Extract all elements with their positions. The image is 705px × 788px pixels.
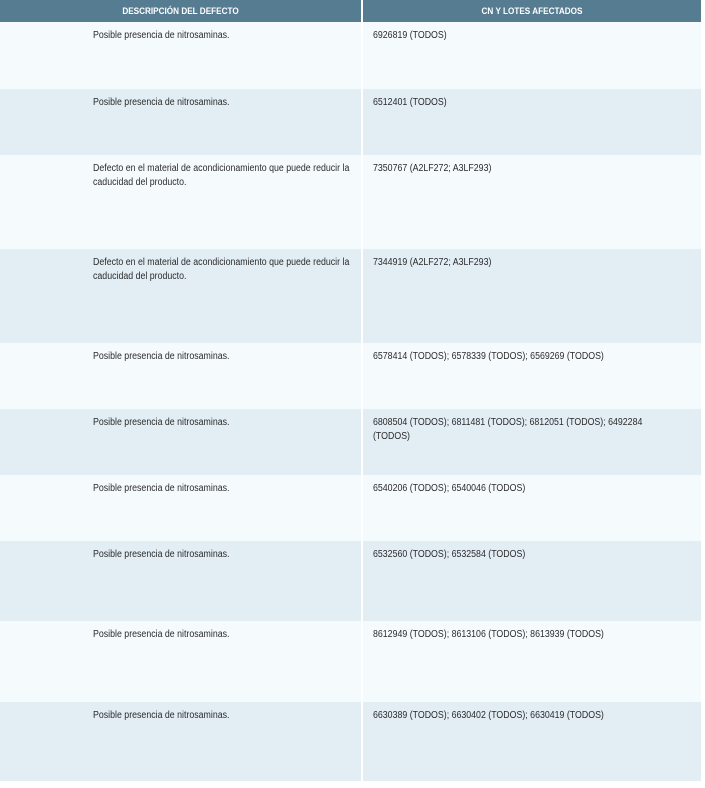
lots-cell [363,621,701,702]
lots-text: 6630389 (TODOS); 6630402 (TODOS); 6630419 (TODOS) [373,710,604,721]
description-cell [0,621,361,702]
description-text: Defecto en el material de acondicionamiento que puede reducir la caducidad del producto. [93,257,350,282]
table-row [0,343,701,409]
header-lots: CN Y LOTES AFECTADOS [481,5,583,17]
table-row [0,702,701,781]
description-cell [0,409,361,475]
lots-text: 7344919 (A2LF272; A3LF293) [373,257,492,268]
lots-cell [363,343,701,409]
description-text: Posible presencia de nitrosaminas. [93,351,230,362]
lots-text: 6808504 (TODOS); 6811481 (TODOS); 6812051 (TODOS); 6492284 (TODOS) [373,417,643,442]
description-text: Posible presencia de nitrosaminas. [93,629,230,640]
description-cell [0,155,361,249]
table-header [0,0,701,22]
table-row [0,155,701,249]
description-cell [0,475,361,541]
lots-cell [363,249,701,343]
lots-text: 6512401 (TODOS) [373,97,447,108]
table-row [0,89,701,155]
lots-text: 8612949 (TODOS); 8613106 (TODOS); 8613939 (TODOS) [373,629,604,640]
lots-cell [363,22,701,89]
lots-cell [363,702,701,781]
lots-cell [363,89,701,155]
lots-text: 6926819 (TODOS) [373,30,447,41]
description-cell [0,89,361,155]
table-row [0,249,701,343]
description-text: Posible presencia de nitrosaminas. [93,549,230,560]
lots-cell [363,409,701,475]
description-cell [0,22,361,89]
description-cell [0,249,361,343]
lots-text: 6540206 (TODOS); 6540046 (TODOS) [373,483,526,494]
lots-text: 7350767 (A2LF272; A3LF293) [373,163,492,174]
description-cell [0,343,361,409]
lots-cell [363,475,701,541]
lots-text: 6532560 (TODOS); 6532584 (TODOS) [373,549,526,560]
lots-text: 6578414 (TODOS); 6578339 (TODOS); 6569269 (TODOS) [373,351,604,362]
table-row [0,475,701,541]
header-divider [361,0,363,22]
table-row [0,409,701,475]
description-text: Posible presencia de nitrosaminas. [93,417,230,428]
description-cell [0,702,361,781]
table-row [0,621,701,702]
description-cell [0,541,361,621]
description-text: Posible presencia de nitrosaminas. [93,483,230,494]
description-text: Posible presencia de nitrosaminas. [93,97,230,108]
lots-cell [363,155,701,249]
description-text: Posible presencia de nitrosaminas. [93,710,230,721]
description-text: Defecto en el material de acondicionamiento que puede reducir la caducidad del producto. [93,163,350,188]
table-row [0,541,701,621]
header-description: DESCRIPCIÓN DEL DEFECTO [122,5,239,17]
table-row [0,22,701,89]
lots-cell [363,541,701,621]
description-text: Posible presencia de nitrosaminas. [93,30,230,41]
